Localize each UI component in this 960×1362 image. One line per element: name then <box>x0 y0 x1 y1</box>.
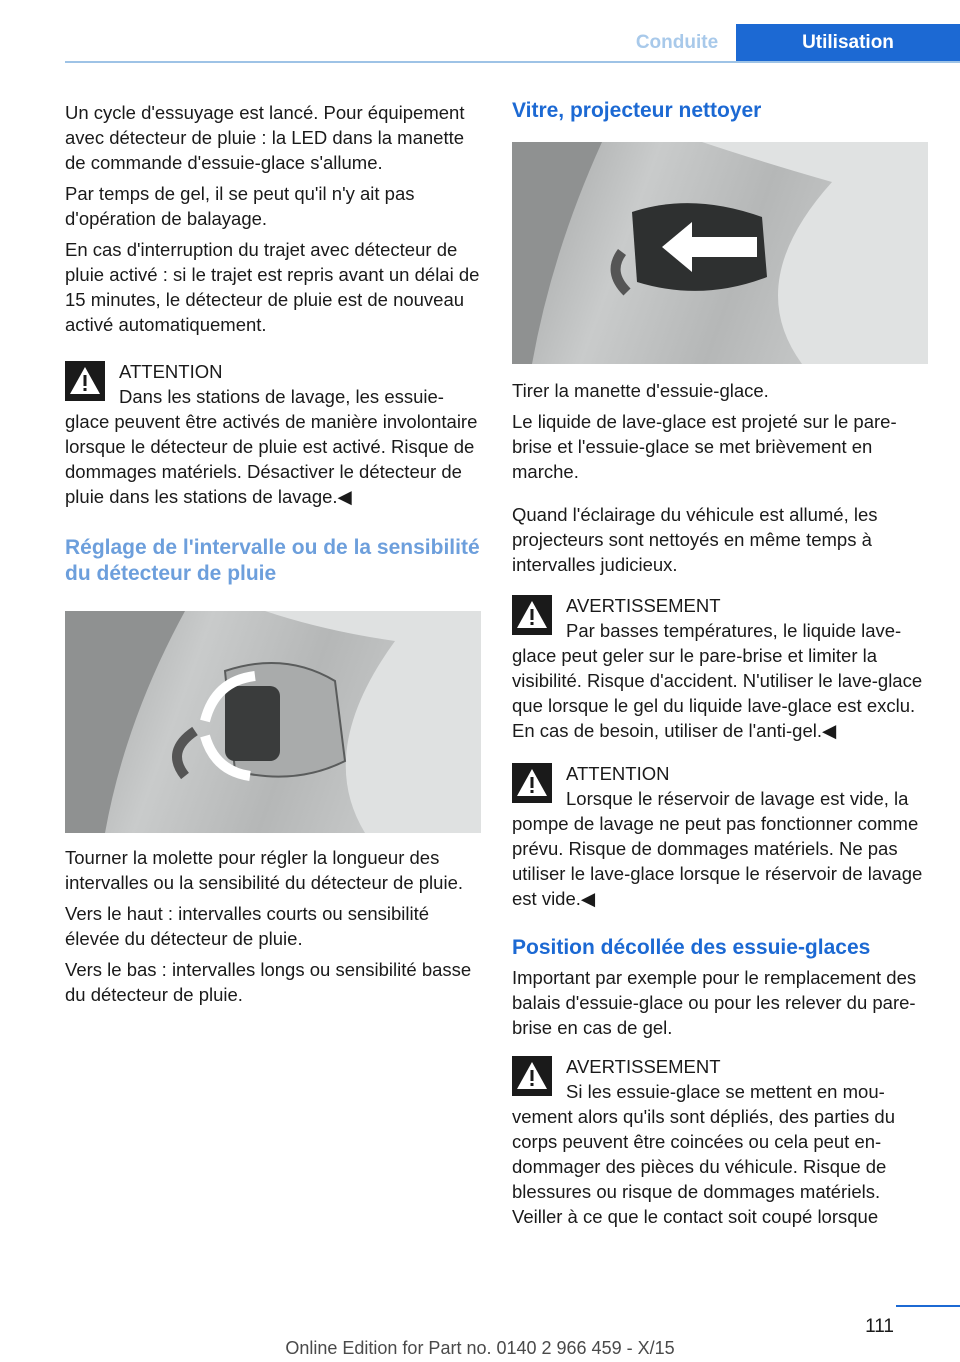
edition-footer: Online Edition for Part no. 0140 2 966 459 - X/15 <box>285 1338 675 1358</box>
warning-triangle-icon <box>512 1056 552 1096</box>
paragraph: Tirer la manette d'essuie-glace. <box>512 380 769 401</box>
paragraph: Par temps de gel, il se peut qu'il n'y ait pas d'opération de balayage. <box>65 183 415 229</box>
section-heading: Position décollée des essuie-glaces <box>512 936 871 959</box>
tab-utilisation[interactable]: Utilisation <box>736 24 960 61</box>
warning-block <box>512 761 928 911</box>
warning-title: AVERTISSEMENT <box>566 595 721 616</box>
warning-text: Par basses températures, le liquide lave-glace peut geler sur le pare-brise et limiter la visibilité. Risque d'accident. N'utiliser le lave-glace que lorsque le gel du liquide lave-glace est exclu. En cas de besoin, utiliser de l'anti-gel.◀ <box>512 620 923 741</box>
page-number: 111 <box>865 1316 894 1337</box>
warning-title: ATTENTION <box>119 361 223 382</box>
paragraph: Important par exemple pour le remplacement des balais d'essuie-glace ou pour les relever du pare-brise en cas de gel. <box>512 967 917 1038</box>
warning-block <box>512 593 928 743</box>
figure-wiper-stalk-wheel <box>65 611 481 833</box>
footer-rule <box>896 1305 960 1307</box>
figure-wiper-stalk-pull <box>512 142 928 364</box>
warning-text: Si les essuie-glace se mettent en mouvement alors qu'ils sont dépliés, des parties du corps peuvent être coincées ou cela peut endommager des pièces du véhicule. Risque de blessures ou risque de dommages matériels. Veiller à ce que le contact soit coupé lorsque <box>512 1081 895 1227</box>
warning-block <box>512 1054 928 1229</box>
paragraph: Tourner la molette pour régler la longueur des intervalles ou la sensibilité du détecteur de pluie. <box>65 847 463 893</box>
header-rule <box>65 61 960 63</box>
paragraph: Vers le bas : intervalles longs ou sensibilité basse du détecteur de pluie. <box>65 959 472 1005</box>
left-column <box>65 100 481 1013</box>
warning-block <box>65 359 481 509</box>
warning-triangle-icon <box>65 361 105 401</box>
paragraph: Un cycle d'essuyage est lancé. Pour équipement avec détecteur de pluie : la LED dans la manette de commande d'essuie-glace s'allume. <box>65 102 465 173</box>
paragraph: Quand l'éclairage du véhicule est allumé, les projecteurs sont nettoyés en même temps à intervalles judicieux. <box>512 504 878 575</box>
warning-triangle-icon <box>512 763 552 803</box>
warning-text: Lorsque le réservoir de lavage est vide, la pompe de lavage ne peut pas fonctionner comme prévu. Risque de dommages matériels. Ne pas utiliser le lave-glace lorsque le réservoir de lavage est vide.◀ <box>512 788 923 909</box>
paragraph: Le liquide de lave-glace est projeté sur le pare-brise et l'essuie-glace se met brièvement en marche. <box>512 411 897 482</box>
paragraph: Vers le haut : intervalles courts ou sensibilité élevée du détecteur de pluie. <box>65 903 430 949</box>
right-column <box>512 98 928 1229</box>
warning-title: AVERTISSEMENT <box>566 1056 721 1077</box>
warning-text: Dans les stations de lavage, les essuie-glace peuvent être activés de manière involontaire lorsque le détecteur de pluie est activé. Risque de dommages matériels. Désactiver le détecteur de pluie dans les stations de lavage.◀ <box>65 386 478 507</box>
paragraph: En cas d'interruption du trajet avec détecteur de pluie activé : si le trajet est repris avant un délai de 15 minutes, le détecteur de pluie est de nouveau activé automatiquement. <box>65 239 480 335</box>
tab-conduite[interactable]: Conduite <box>618 24 736 61</box>
warning-title: ATTENTION <box>566 763 670 784</box>
section-heading: Vitre, projecteur nettoyer <box>512 99 762 122</box>
section-heading: Réglage de l'intervalle ou de la sensibilité du détecteur de pluie <box>65 536 480 585</box>
warning-triangle-icon <box>512 595 552 635</box>
